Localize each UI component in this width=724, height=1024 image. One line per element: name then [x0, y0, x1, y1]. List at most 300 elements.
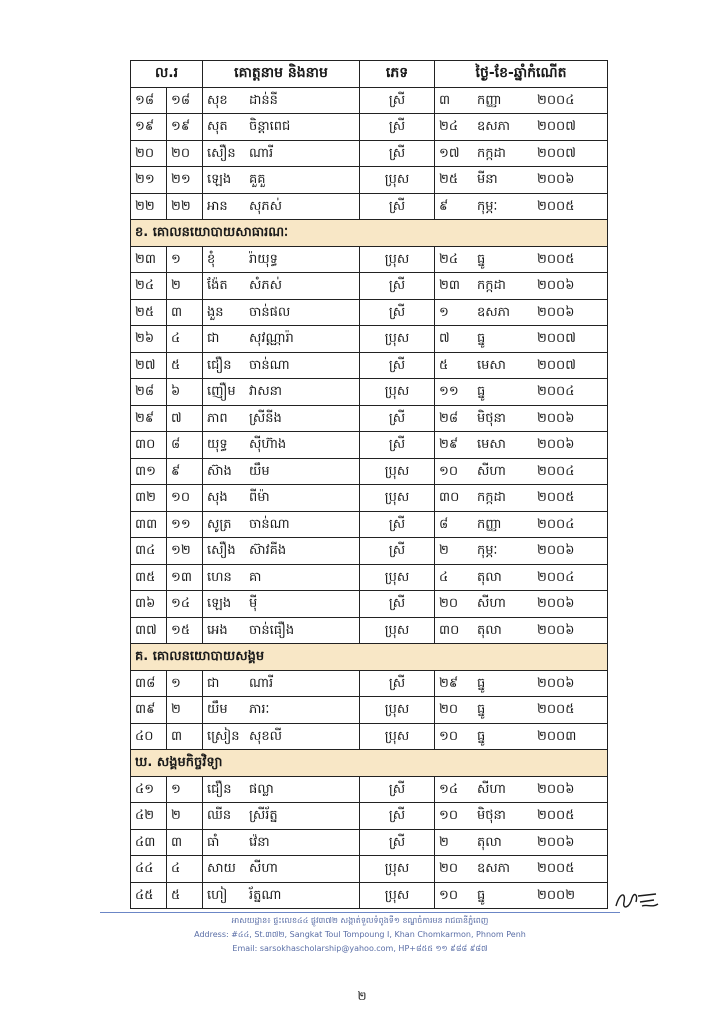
student-dob: [435, 697, 608, 724]
student-sex: ស្រី: [360, 405, 435, 432]
section-heading: ខ. គោលនយោបាយសាធារណៈ: [131, 220, 608, 247]
family-name: ឡេង: [207, 596, 232, 612]
dob-year: ២០០៦: [537, 675, 575, 691]
row-sub-number: ១៩: [167, 114, 203, 141]
given-name: សុខលី: [249, 728, 283, 744]
student-sex: ស្រី: [360, 87, 435, 114]
given-name: រ៉ាយុទ្ធ: [249, 251, 278, 267]
student-dob: [435, 114, 608, 141]
student-name: [203, 723, 360, 750]
dob-year: ២០០៦: [537, 781, 575, 797]
dob-year: ២០០២: [537, 887, 576, 903]
row-number: ៣៤: [131, 538, 167, 565]
family-name: សាយ: [207, 861, 236, 877]
student-name: [203, 405, 360, 432]
student-sex: ប្រុស: [360, 458, 435, 485]
family-name: ជឿន: [207, 781, 232, 797]
dob-day: ៨: [439, 516, 449, 532]
dob-month: សីហា: [477, 596, 506, 612]
table-row: [131, 697, 608, 724]
footer-address-en: Address: #៤៤, St.៣៧២, Sangkat Toul Tompoung I, Khan Chomkarmon, Phnom Penh: [194, 930, 526, 939]
family-name: ហៀ: [207, 887, 228, 903]
row-number: ២១: [131, 167, 167, 194]
dob-day: ៣: [439, 92, 451, 108]
given-name: សំភស់: [249, 278, 283, 294]
row-number: ៣២: [131, 485, 167, 512]
student-dob: [435, 829, 608, 856]
dob-month: ធ្នូ: [477, 384, 486, 400]
table-row: [131, 829, 608, 856]
dob-day: ១០: [439, 808, 459, 824]
student-sex: ប្រុស: [360, 856, 435, 883]
row-sub-number: ២: [167, 803, 203, 830]
row-sub-number: ៤: [167, 856, 203, 883]
row-sub-number: ១: [167, 670, 203, 697]
family-name: ស្រៀន: [207, 728, 240, 744]
student-dob: [435, 87, 608, 114]
given-name: យឹម: [249, 463, 270, 479]
student-name: [203, 670, 360, 697]
dob-month: ធ្នូ: [477, 702, 486, 718]
row-number: ៣៧: [131, 617, 167, 644]
student-name: [203, 432, 360, 459]
student-name: [203, 352, 360, 379]
student-name: [203, 193, 360, 220]
given-name: សុវណ្ណារ៉ា: [249, 331, 294, 347]
student-dob: [435, 273, 608, 300]
student-dob: [435, 326, 608, 353]
student-dob: [435, 352, 608, 379]
dob-year: ២០០៣: [537, 728, 577, 744]
table-row: [131, 405, 608, 432]
dob-month: មេសា: [477, 357, 506, 373]
student-sex: ប្រុស: [360, 167, 435, 194]
dob-month: មីនា: [477, 172, 498, 188]
student-dob: [435, 882, 608, 909]
table-row: [131, 326, 608, 353]
dob-day: ៥: [439, 357, 449, 373]
table-body: [131, 87, 608, 909]
footer-address-kh: អាសយដ្ឋាន៖ ផ្ទះលេខ៤៤ ផ្លូវ៣៧២ សង្កាត់ទួលទំពូងទី១ ខណ្ឌចំការមន រាជធានីភ្នំពេញ: [231, 916, 489, 925]
student-name: [203, 697, 360, 724]
family-name: ជា: [207, 675, 220, 691]
student-name: [203, 591, 360, 618]
student-dob: [435, 803, 608, 830]
row-sub-number: ១៥: [167, 617, 203, 644]
student-sex: ស្រី: [360, 803, 435, 830]
dob-month: មេសា: [477, 437, 506, 453]
student-sex: ប្រុស: [360, 246, 435, 273]
dob-month: មិថុនា: [477, 410, 506, 426]
row-number: ២៦: [131, 326, 167, 353]
section-row: [131, 644, 608, 671]
student-sex: ស្រី: [360, 829, 435, 856]
family-name: ភាព: [207, 410, 228, 426]
table-row: [131, 140, 608, 167]
student-sex: ស្រី: [360, 114, 435, 141]
dob-month: កញ្ញា: [477, 516, 502, 532]
row-number: ៣៩: [131, 697, 167, 724]
table-row: [131, 485, 608, 512]
given-name: ម៉ី: [249, 596, 258, 612]
student-dob: [435, 485, 608, 512]
table-row: [131, 670, 608, 697]
dob-year: ២០០៥: [537, 198, 575, 214]
dob-day: ១០: [439, 887, 459, 903]
family-name: អេង: [207, 622, 228, 638]
student-dob: [435, 193, 608, 220]
table-row: [131, 723, 608, 750]
family-name: យឹម: [207, 702, 228, 718]
row-sub-number: ២១: [167, 167, 203, 194]
header-name: គោត្តនាម និងនាម: [203, 61, 360, 88]
dob-day: ៣០: [439, 622, 460, 638]
dob-month: ឧសភា: [477, 119, 511, 135]
given-name: ភារៈ: [249, 702, 270, 718]
student-dob: [435, 564, 608, 591]
student-name: [203, 299, 360, 326]
page-number: ២: [357, 989, 367, 1003]
given-name: វាសនា: [249, 384, 283, 400]
dob-month: ធ្នូ: [477, 675, 486, 691]
student-dob: [435, 670, 608, 697]
row-sub-number: ៣: [167, 829, 203, 856]
dob-day: ៩: [439, 198, 449, 214]
student-dob: [435, 591, 608, 618]
student-dob: [435, 299, 608, 326]
family-name: ឈីន: [207, 808, 232, 824]
row-number: ៣៥: [131, 564, 167, 591]
dob-day: ២៩: [439, 437, 459, 453]
student-name: [203, 538, 360, 565]
row-number: ៣១: [131, 458, 167, 485]
family-name: សឿង: [207, 543, 236, 559]
table-row: [131, 114, 608, 141]
row-number: ៤៣: [131, 829, 167, 856]
given-name: ស្រីរ័ត្ន: [249, 808, 278, 824]
dob-day: ១: [439, 304, 449, 320]
student-name: [203, 882, 360, 909]
row-sub-number: ៩: [167, 458, 203, 485]
row-number: ៤០: [131, 723, 167, 750]
table-row: [131, 882, 608, 909]
student-name: [203, 485, 360, 512]
dob-year: ២០០៦: [537, 278, 575, 294]
letterhead-footer: [100, 912, 620, 956]
student-sex: ស្រី: [360, 538, 435, 565]
row-number: ២៨: [131, 379, 167, 406]
student-sex: ប្រុស: [360, 723, 435, 750]
dob-day: ២៤: [439, 119, 459, 135]
row-number: ៤១: [131, 776, 167, 803]
student-dob: [435, 140, 608, 167]
table-row: [131, 432, 608, 459]
student-dob: [435, 405, 608, 432]
dob-month: សីហា: [477, 781, 506, 797]
dob-month: តុលា: [477, 622, 502, 638]
student-name: [203, 87, 360, 114]
dob-month: កក្កដា: [477, 278, 506, 294]
student-sex: ប្រុស: [360, 564, 435, 591]
dob-month: កក្កដា: [477, 490, 506, 506]
student-name: [203, 829, 360, 856]
row-sub-number: ៣: [167, 723, 203, 750]
dob-day: ១០: [439, 728, 459, 744]
student-name: [203, 458, 360, 485]
table-header-row: [131, 61, 608, 88]
table-row: [131, 856, 608, 883]
student-dob: [435, 432, 608, 459]
dob-year: ២០០៥: [537, 251, 575, 267]
family-name: ញឿម: [207, 384, 236, 400]
student-name: [203, 114, 360, 141]
student-name: [203, 511, 360, 538]
student-dob: [435, 379, 608, 406]
row-sub-number: ២២: [167, 193, 203, 220]
student-sex: ស្រី: [360, 511, 435, 538]
student-name: [203, 379, 360, 406]
footer-contact: Email: sarsokhascholarship@yahoo.com, HP+៨៥៥ ១១ ៩៨៨ ៩៨៧: [232, 944, 488, 953]
student-dob: [435, 246, 608, 273]
table-row: [131, 617, 608, 644]
student-dob: [435, 617, 608, 644]
given-name: រ័ត្នណា: [249, 887, 282, 903]
student-sex: ស្រី: [360, 140, 435, 167]
dob-year: ២០០៧: [537, 145, 576, 161]
given-name: ដាន់នី: [249, 92, 278, 108]
dob-month: ធ្នូ: [477, 887, 486, 903]
given-name: ស៊ាវគីង: [249, 543, 287, 559]
dob-day: ២: [439, 543, 449, 559]
row-number: ៤៥: [131, 882, 167, 909]
dob-month: មិថុនា: [477, 808, 506, 824]
given-name: ចិន្តាពេជ: [249, 119, 291, 135]
row-sub-number: ១២: [167, 538, 203, 565]
student-dob: [435, 856, 608, 883]
row-number: ២៩: [131, 405, 167, 432]
table-row: [131, 193, 608, 220]
dob-year: ២០០៦: [537, 410, 575, 426]
family-name: ខុំ: [207, 251, 216, 267]
dob-year: ២០០៧: [537, 119, 576, 135]
student-name: [203, 273, 360, 300]
row-number: ២២: [131, 193, 167, 220]
given-name: ចាន់ផល: [249, 304, 291, 320]
student-dob: [435, 458, 608, 485]
row-sub-number: ៧: [167, 405, 203, 432]
dob-year: ២០០៥: [537, 702, 575, 718]
student-sex: ប្រុស: [360, 882, 435, 909]
dob-day: ១០: [439, 463, 459, 479]
student-dob: [435, 776, 608, 803]
given-name: ពីម៉ា: [249, 490, 270, 506]
family-name: ហេន: [207, 569, 232, 585]
given-name: ណារី: [249, 675, 274, 691]
row-number: ៣៨: [131, 670, 167, 697]
dob-year: ២០០៦: [537, 304, 575, 320]
table-row: [131, 246, 608, 273]
dob-day: ២០: [439, 596, 459, 612]
student-sex: ស្រី: [360, 432, 435, 459]
dob-year: ២០០៤: [537, 384, 575, 400]
dob-day: ១១: [439, 384, 459, 400]
header-dob: ថ្ងៃ-ខែ-ឆ្នាំកំណើត: [435, 61, 608, 88]
dob-year: ២០០៦: [537, 622, 575, 638]
student-name: [203, 776, 360, 803]
row-sub-number: ៨: [167, 432, 203, 459]
row-sub-number: ១៣: [167, 564, 203, 591]
family-name: ង៉ែត: [207, 278, 228, 294]
row-number: ២៤: [131, 273, 167, 300]
dob-day: ២៥: [439, 172, 459, 188]
row-sub-number: ៥: [167, 882, 203, 909]
section-row: [131, 750, 608, 777]
row-sub-number: ១៨: [167, 87, 203, 114]
family-name: ងួន: [207, 304, 224, 320]
given-name: ស្រីនីង: [249, 410, 282, 426]
row-sub-number: ៤: [167, 326, 203, 353]
family-name: អាន: [207, 198, 228, 214]
dob-year: ២០០៥: [537, 808, 575, 824]
row-number: ២៥: [131, 299, 167, 326]
row-number: ២៣: [131, 246, 167, 273]
table-row: [131, 87, 608, 114]
dob-month: កញ្ញា: [477, 92, 502, 108]
dob-year: ២០០៧: [537, 357, 576, 373]
family-name: ស៊ាង: [207, 463, 232, 479]
family-name: សឿន: [207, 145, 236, 161]
dob-month: ធ្នូ: [477, 728, 486, 744]
dob-month: ឧសភា: [477, 304, 511, 320]
student-sex: ស្រី: [360, 670, 435, 697]
student-name: [203, 564, 360, 591]
student-sex: ប្រុស: [360, 485, 435, 512]
student-sex: ប្រុស: [360, 617, 435, 644]
dob-month: កុម្ភៈ: [477, 198, 498, 214]
row-number: ៣៣: [131, 511, 167, 538]
row-number: ១៨: [131, 87, 167, 114]
family-name: ជឿន: [207, 357, 232, 373]
table-row: [131, 379, 608, 406]
dob-day: ១៤: [439, 781, 459, 797]
dob-year: ២០០៤: [537, 569, 575, 585]
student-sex: ប្រុស: [360, 326, 435, 353]
student-sex: ស្រី: [360, 299, 435, 326]
student-sex: ប្រុស: [360, 379, 435, 406]
given-name: សុភស់: [249, 198, 283, 214]
student-name: [203, 803, 360, 830]
dob-day: ៣០: [439, 490, 460, 506]
row-sub-number: ៥: [167, 352, 203, 379]
student-name: [203, 246, 360, 273]
row-sub-number: ១: [167, 246, 203, 273]
section-heading: គ. គោលនយោបាយសង្គម: [131, 644, 608, 671]
dob-year: ២០០៦: [537, 596, 575, 612]
dob-year: ២០០៦: [537, 834, 575, 850]
header-sex: ភេទ: [360, 61, 435, 88]
dob-month: ឧសភា: [477, 861, 511, 877]
family-name: ជា: [207, 331, 220, 347]
student-dob: [435, 511, 608, 538]
student-name: [203, 326, 360, 353]
dob-month: កក្កដា: [477, 145, 506, 161]
dob-day: ២៨: [439, 410, 459, 426]
section-heading: ឃ. សង្គមកិច្ចវិទ្យា: [131, 750, 608, 777]
given-name: ចាន់ណា: [249, 357, 290, 373]
family-name: សុខ: [207, 92, 228, 108]
family-name: សុត: [207, 119, 228, 135]
row-number: ៤៤: [131, 856, 167, 883]
student-sex: ស្រី: [360, 591, 435, 618]
student-name: [203, 140, 360, 167]
row-sub-number: ២: [167, 273, 203, 300]
given-name: គា: [249, 569, 262, 585]
dob-day: ៤: [439, 569, 449, 585]
table-row: [131, 299, 608, 326]
student-name: [203, 617, 360, 644]
student-roster-table: [130, 60, 608, 909]
table-row: [131, 352, 608, 379]
row-sub-number: ៦: [167, 379, 203, 406]
given-name: គួគួ: [249, 172, 266, 188]
row-sub-number: ៣: [167, 299, 203, 326]
student-dob: [435, 167, 608, 194]
given-name: ណារី: [249, 145, 274, 161]
row-number: ៣៦: [131, 591, 167, 618]
row-sub-number: ១១: [167, 511, 203, 538]
given-name: ចាន់ណា: [249, 516, 290, 532]
dob-year: ២០០៦: [537, 172, 575, 188]
table-row: [131, 511, 608, 538]
table-row: [131, 776, 608, 803]
row-sub-number: ១: [167, 776, 203, 803]
table-row: [131, 458, 608, 485]
header-no: ល.រ: [131, 61, 203, 88]
given-name: សីហា: [249, 861, 278, 877]
student-sex: ស្រី: [360, 193, 435, 220]
given-name: ចាន់ធឿង: [249, 622, 295, 638]
student-name: [203, 167, 360, 194]
dob-year: ២០០៧: [537, 331, 576, 347]
dob-month: តុលា: [477, 834, 502, 850]
student-sex: ស្រី: [360, 776, 435, 803]
row-sub-number: ២០: [167, 140, 203, 167]
student-sex: ប្រុស: [360, 697, 435, 724]
dob-year: ២០០៥: [537, 861, 575, 877]
dob-year: ២០០៤: [537, 463, 575, 479]
dob-year: ២០០៦: [537, 543, 575, 559]
dob-month: កុម្ភៈ: [477, 543, 498, 559]
row-number: ២៧: [131, 352, 167, 379]
family-name: ឡេង: [207, 172, 232, 188]
student-sex: ស្រី: [360, 352, 435, 379]
dob-day: ២០: [439, 702, 459, 718]
family-name: យុទ្ធ: [207, 437, 228, 453]
table-row: [131, 564, 608, 591]
dob-day: ២: [439, 834, 449, 850]
student-sex: ស្រី: [360, 273, 435, 300]
table-row: [131, 803, 608, 830]
student-dob: [435, 723, 608, 750]
dob-day: ២៣: [439, 278, 460, 294]
dob-month: តុលា: [477, 569, 502, 585]
student-dob: [435, 538, 608, 565]
family-name: ធាំ: [207, 834, 220, 850]
dob-year: ២០០៥: [537, 490, 575, 506]
family-name: សូត្រ: [207, 516, 232, 532]
row-number: ៤២: [131, 803, 167, 830]
table-row: [131, 273, 608, 300]
